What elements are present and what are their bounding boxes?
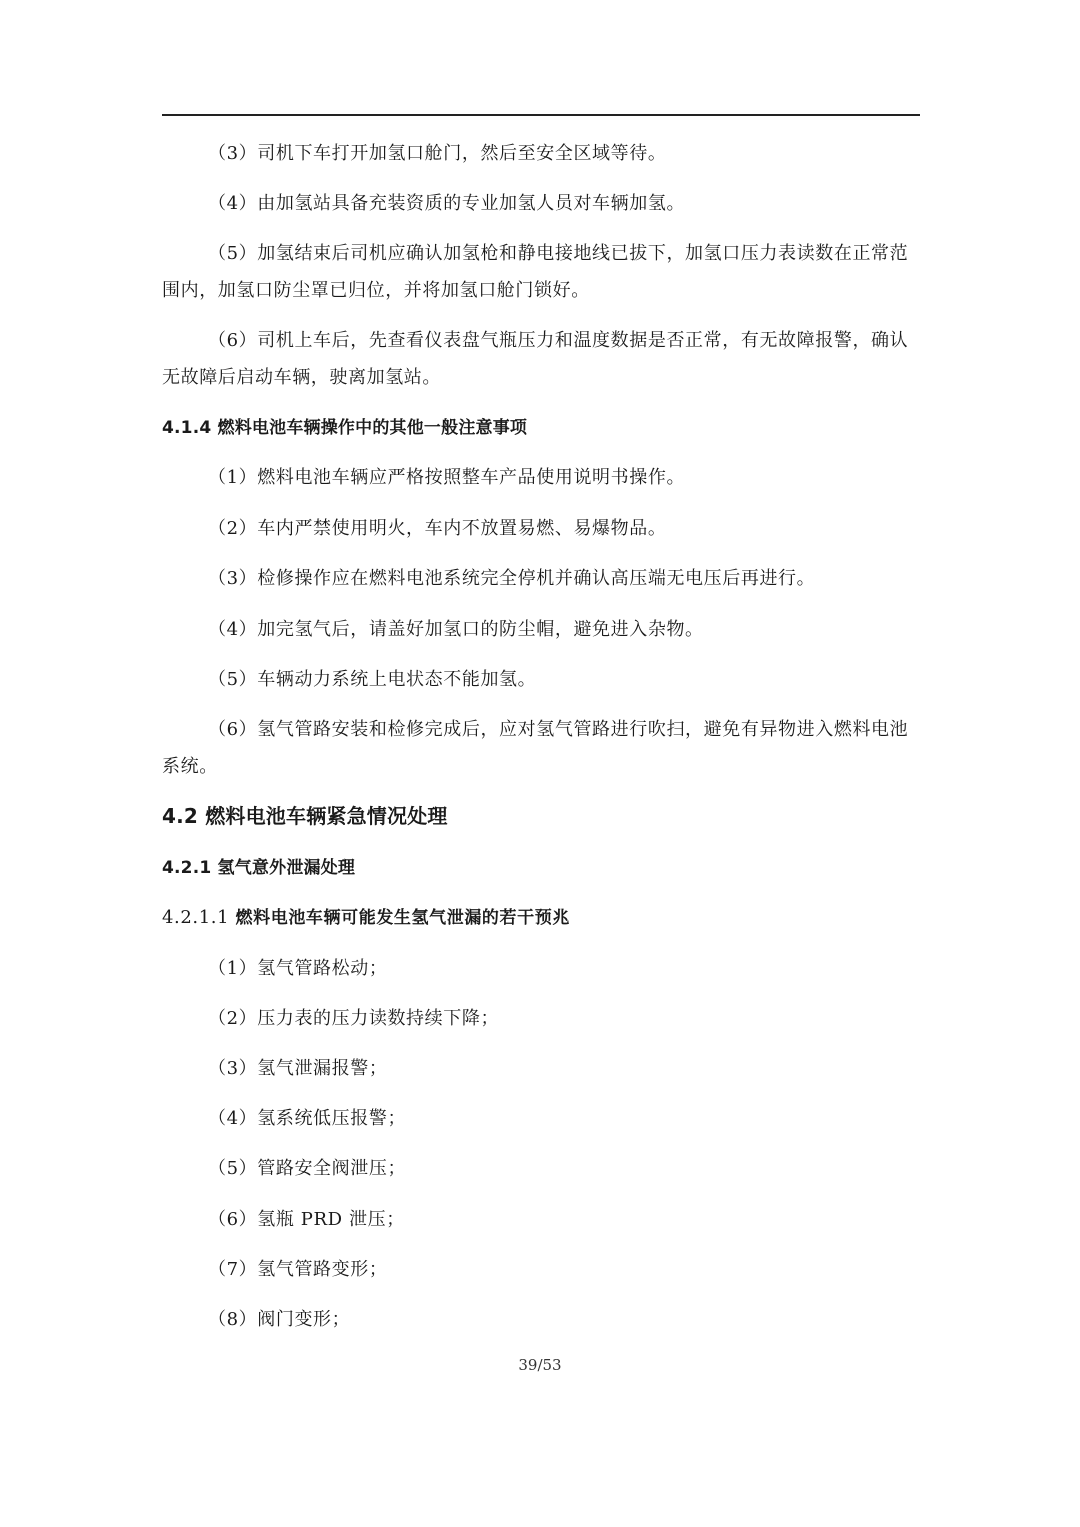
list-item: （7）氢气管路变形；	[208, 1259, 388, 1280]
section-heading-4-1-4: 4.1.4 燃料电池车辆操作中的其他一般注意事项	[162, 418, 528, 438]
section-number: 4.2.1.1	[162, 907, 230, 928]
list-item: （6）氢瓶 PRD 泄压；	[208, 1209, 405, 1230]
list-item: （5）车辆动力系统上电状态不能加氢。	[208, 669, 537, 690]
list-item: （4）由加氢站具备充装资质的专业加氢人员对车辆加氢。	[208, 193, 686, 214]
list-item: （6）氢气管路安装和检修完成后，应对氢气管路进行吹扫，避免有异物进入燃料电池	[208, 719, 909, 740]
header-rule	[162, 114, 920, 116]
list-item-continuation: 围内，加氢口防尘罩已归位，并将加氢口舱门锁好。	[162, 280, 590, 301]
list-item: （1）氢气管路松动；	[208, 958, 388, 979]
list-item: （6）司机上车后，先查看仪表盘气瓶压力和温度数据是否正常，有无故障报警，确认	[208, 330, 909, 351]
list-item: （5）管路安全阀泄压；	[208, 1158, 407, 1179]
list-item: （1）燃料电池车辆应严格按照整车产品使用说明书操作。	[208, 467, 686, 488]
list-item: （2）车内严禁使用明火，车内不放置易燃、易爆物品。	[208, 518, 667, 539]
section-title: 燃料电池车辆可能发生氢气泄漏的若干预兆	[235, 908, 570, 928]
section-heading-4-2-1-1	[162, 906, 920, 930]
section-heading-4-2: 4.2 燃料电池车辆紧急情况处理	[162, 804, 448, 828]
list-item: （5）加氢结束后司机应确认加氢枪和静电接地线已拔下，加氢口压力表读数在正常范	[208, 243, 909, 264]
list-item: （3）氢气泄漏报警；	[208, 1058, 388, 1079]
list-item: （3）司机下车打开加氢口舱门，然后至安全区域等待。	[208, 143, 667, 164]
list-item: （4）氢系统低压报警；	[208, 1108, 407, 1129]
page-number: 39/53	[518, 1356, 562, 1374]
list-item-continuation: 无故障后启动车辆，驶离加氢站。	[162, 367, 441, 388]
list-item: （2）压力表的压力读数持续下降；	[208, 1008, 500, 1029]
list-item: （3）检修操作应在燃料电池系统完全停机并确认高压端无电压后再进行。	[208, 568, 816, 589]
list-item: （8）阀门变形；	[208, 1309, 351, 1330]
section-heading-4-2-1: 4.2.1 氢气意外泄漏处理	[162, 858, 356, 878]
list-item: （4）加完氢气后，请盖好加氢口的防尘帽，避免进入杂物。	[208, 619, 704, 640]
list-item-continuation: 系统。	[162, 756, 218, 777]
